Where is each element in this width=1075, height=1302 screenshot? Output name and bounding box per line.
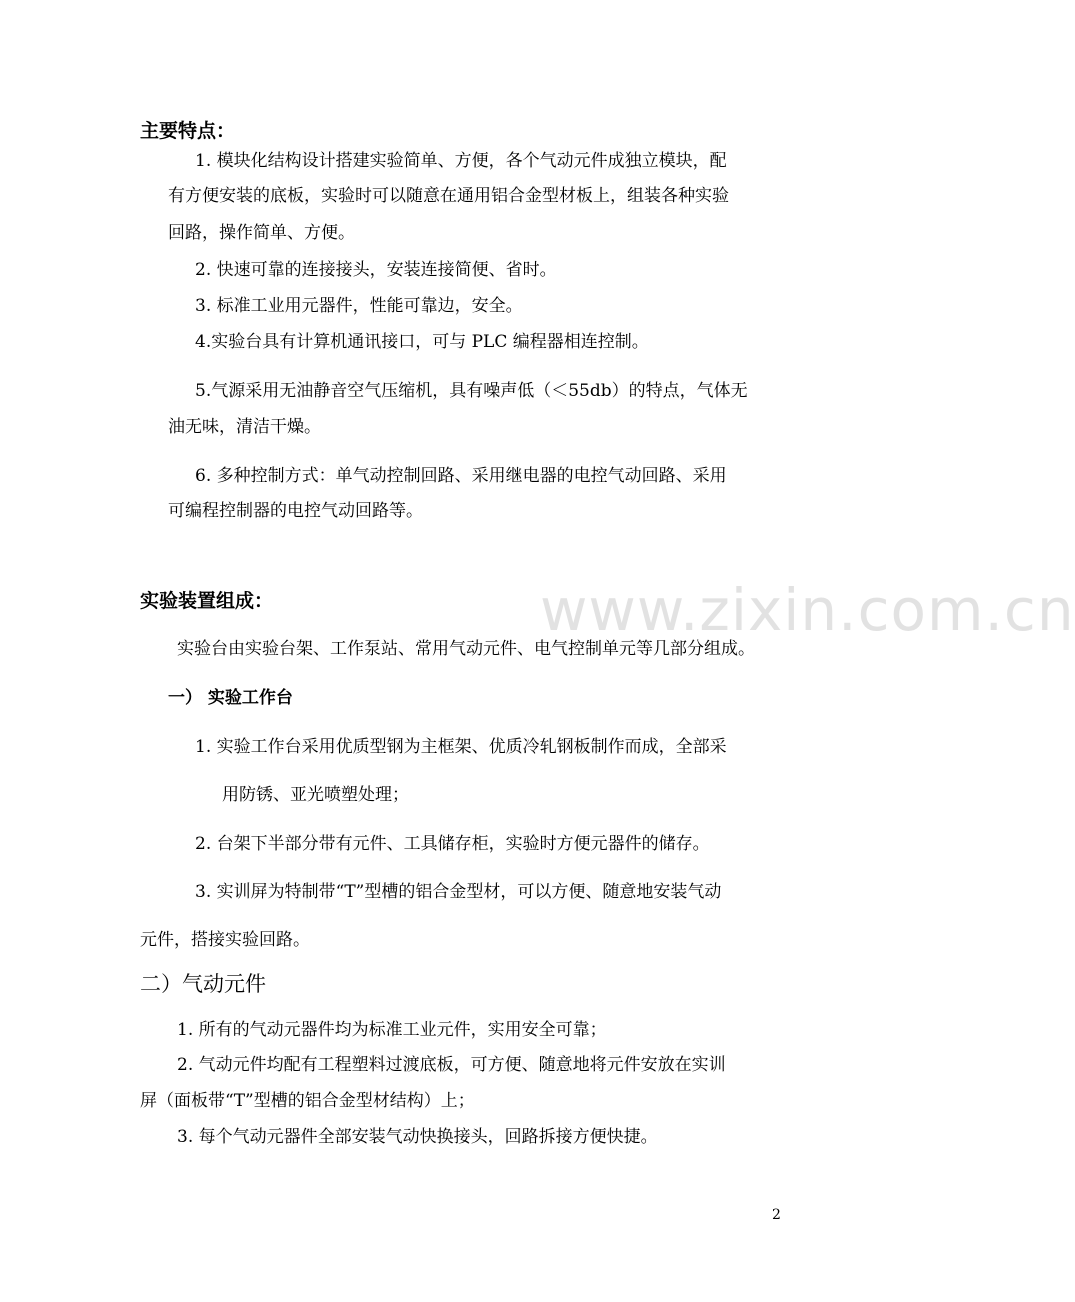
paragraph-line: 3. 每个气动元器件全部安装气动快换接头，回路拆接方便快捷。 xyxy=(177,1127,658,1147)
paragraph-line: 2. 快速可靠的连接接头，安装连接简便、省时。 xyxy=(195,260,557,280)
paragraph-line: 2. 气动元件均配有工程塑料过渡底板，可方便、随意地将元件安放在实训 xyxy=(177,1055,726,1075)
paragraph-line: 5.气源采用无油静音空气压缩机，具有噪声低（＜55db）的特点，气体无 xyxy=(195,381,748,401)
page-number: 2 xyxy=(772,1207,781,1223)
paragraph-line: 3. 实训屏为特制带“T”型槽的铝合金型材，可以方便、随意地安装气动 xyxy=(195,882,722,902)
paragraph-line: 4.实验台具有计算机通讯接口，可与 PLC 编程器相连控制。 xyxy=(195,332,649,352)
paragraph-line: 油无味，清洁干燥。 xyxy=(168,417,321,437)
section-heading-device-composition: 实验装置组成： xyxy=(140,590,274,612)
paragraph-line: 6. 多种控制方式：单气动控制回路、采用继电器的电控气动回路、采用 xyxy=(195,466,727,486)
paragraph-line: 2. 台架下半部分带有元件、工具储存柜，实验时方便元器件的储存。 xyxy=(195,834,710,854)
watermark: www.zixin.com.cn xyxy=(540,576,1075,644)
subsection-heading-workbench: 一） 实验工作台 xyxy=(168,688,293,708)
paragraph-line: 1. 实验工作台采用优质型钢为主框架、优质冷轧钢板制作而成，全部采 xyxy=(195,737,727,757)
paragraph-line: 实验台由实验台架、工作泵站、常用气动元件、电气控制单元等几部分组成。 xyxy=(177,639,755,659)
paragraph-line: 1. 模块化结构设计搭建实验简单、方便，各个气动元件成独立模块，配 xyxy=(195,151,727,171)
paragraph-line: 有方便安装的底板，实验时可以随意在通用铝合金型材板上，组装各种实验 xyxy=(168,186,729,206)
section-heading-main-features: 主要特点： xyxy=(140,120,236,142)
paragraph-line: 屏（面板带“T”型槽的铝合金型材结构）上； xyxy=(140,1091,475,1111)
paragraph-line: 元件，搭接实验回路。 xyxy=(140,930,310,950)
paragraph-line: 回路，操作简单、方便。 xyxy=(168,223,355,243)
paragraph-line: 1. 所有的气动元器件均为标准工业元件，实用安全可靠； xyxy=(177,1020,607,1040)
subsection-heading-pneumatic-components: 二）气动元件 xyxy=(140,972,266,996)
paragraph-line: 3. 标准工业用元器件，性能可靠边，安全。 xyxy=(195,296,523,316)
paragraph-line: 可编程控制器的电控气动回路等。 xyxy=(168,501,423,521)
paragraph-line: 用防锈、亚光喷塑处理； xyxy=(222,785,409,805)
